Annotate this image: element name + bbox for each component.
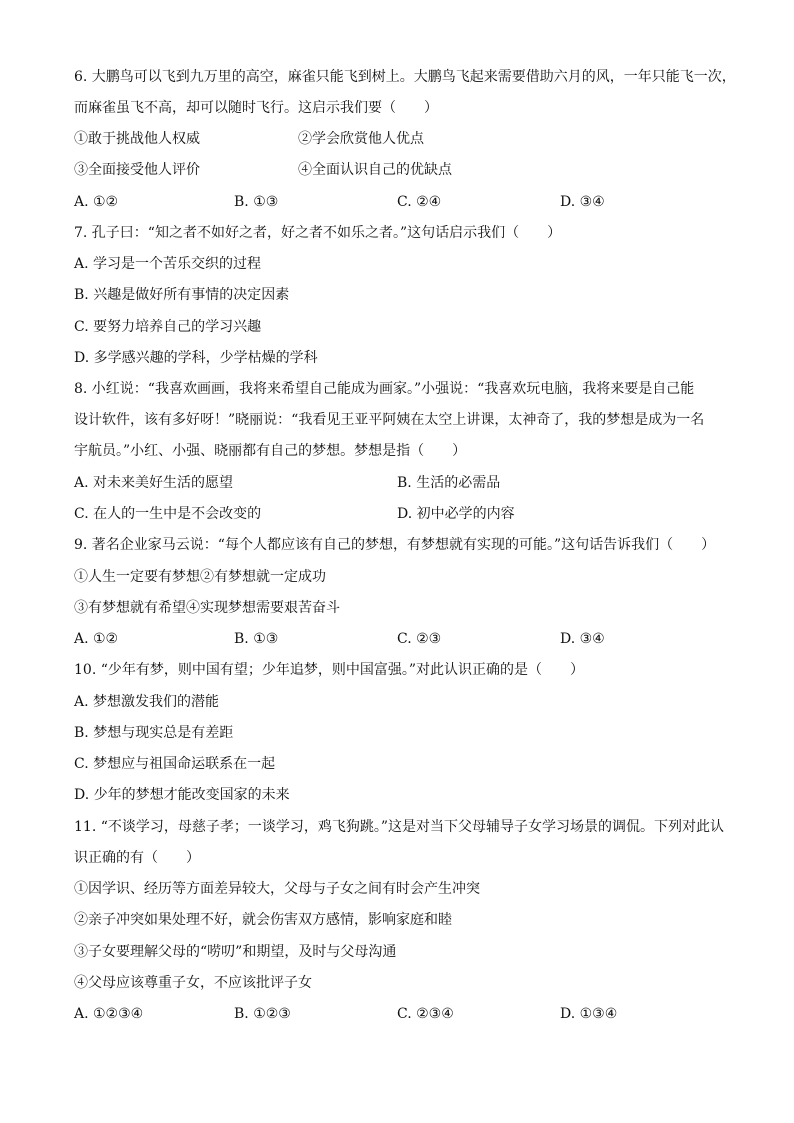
q11-statement-3: ③子女要理解父母的“唠叨”和期望，及时与父母沟通	[74, 944, 397, 960]
q11-statement-2: ②亲子冲突如果处理不好，就会伤害双方感情，影响家庭和睦	[74, 912, 452, 928]
q6-option-c: C. ②④	[397, 194, 442, 210]
q11-option-d: D. ①③④	[560, 1006, 618, 1022]
q9-statements-line2: ③有梦想就有希望④实现梦想需要艰苦奋斗	[74, 600, 340, 616]
q6-option-b: B. ①③	[234, 194, 279, 210]
q9-option-d: D. ③④	[560, 631, 605, 647]
q10-option-b: B. 梦想与现实总是有差距	[74, 725, 234, 741]
q11-option-b: B. ①②③	[234, 1006, 291, 1022]
q11-statement-4: ④父母应该尊重子女，不应该批评子女	[74, 975, 312, 991]
q11-stem-line1: 11. “不谈学习，母慈子孝；一谈学习，鸡飞狗跳。”这是对当下父母辅导子女学习场景的调侃。下列对此认	[74, 819, 725, 835]
q9-statements-line1: ①人生一定要有梦想②有梦想就一定成功	[74, 569, 326, 585]
q10-option-a: A. 梦想激发我们的潜能	[74, 694, 220, 710]
q6-option-d: D. ③④	[560, 194, 605, 210]
q6-stem-line2: 而麻雀虽飞不高，却可以随时飞行。这启示我们要（ ）	[74, 100, 438, 116]
q7-option-b: B. 兴趣是做好所有事情的决定因素	[74, 287, 290, 303]
q6-statement-1: ①敢于挑战他人权威	[74, 131, 200, 147]
q8-stem-line1: 8. 小红说：“我喜欢画画，我将来希望自己能成为画家。”小强说：“我喜欢玩电脑，我将来要是自己能	[74, 381, 695, 397]
q7-option-d: D. 多学感兴趣的学科，少学枯燥的学科	[74, 350, 318, 366]
q6-statement-2: ②学会欣赏他人优点	[298, 131, 424, 147]
q6-option-a: A. ①②	[74, 194, 119, 210]
q7-stem-line1: 7. 孔子曰：“知之者不如好之者，好之者不如乐之者。”这句话启示我们（ ）	[74, 225, 562, 241]
q10-stem-line1: 10. “少年有梦，则中国有望；少年追梦，则中国富强。”对此认识正确的是（ ）	[74, 662, 585, 678]
q8-stem-line2: 设计软件，该有多好呀！”晓丽说：“我看见王亚平阿姨在太空上讲课，太神奇了，我的梦想是成为一名	[74, 412, 705, 428]
q8-option-a: A. 对未来美好生活的愿望	[74, 475, 234, 491]
q8-option-c: C. 在人的一生中是不会改变的	[74, 506, 262, 522]
q11-statement-1: ①因学识、经历等方面差异较大，父母与子女之间有时会产生冲突	[74, 881, 480, 897]
q9-option-c: C. ②③	[397, 631, 442, 647]
q6-statement-4: ④全面认识自己的优缺点	[298, 162, 452, 178]
q6-statement-3: ③全面接受他人评价	[74, 162, 200, 178]
q9-stem-line1: 9. 著名企业家马云说：“每个人都应该有自己的梦想，有梦想就有实现的可能。”这句话告诉我们（ ）	[74, 537, 716, 553]
q10-option-c: C. 梦想应与祖国命运联系在一起	[74, 756, 276, 772]
q8-option-b: B. 生活的必需品	[397, 475, 501, 491]
q11-option-a: A. ①②③④	[74, 1006, 144, 1022]
q6-stem-line1: 6. 大鹏鸟可以飞到九万里的高空，麻雀只能飞到树上。大鹏鸟飞起来需要借助六月的风，一年只能飞一次，	[74, 69, 736, 85]
q10-option-d: D. 少年的梦想才能改变国家的未来	[74, 787, 290, 803]
q8-stem-line3: 宇航员。”小红、小强、晓丽都有自己的梦想。梦想是指（ ）	[74, 443, 467, 459]
q7-option-a: A. 学习是一个苦乐交织的过程	[74, 256, 262, 272]
q7-option-c: C. 要努力培养自己的学习兴趣	[74, 319, 262, 335]
q9-option-b: B. ①③	[234, 631, 279, 647]
q11-stem-line2: 识正确的有（ ）	[74, 850, 200, 866]
q9-option-a: A. ①②	[74, 631, 119, 647]
q11-option-c: C. ②③④	[397, 1006, 454, 1022]
q8-option-d: D. 初中必学的内容	[397, 506, 515, 522]
